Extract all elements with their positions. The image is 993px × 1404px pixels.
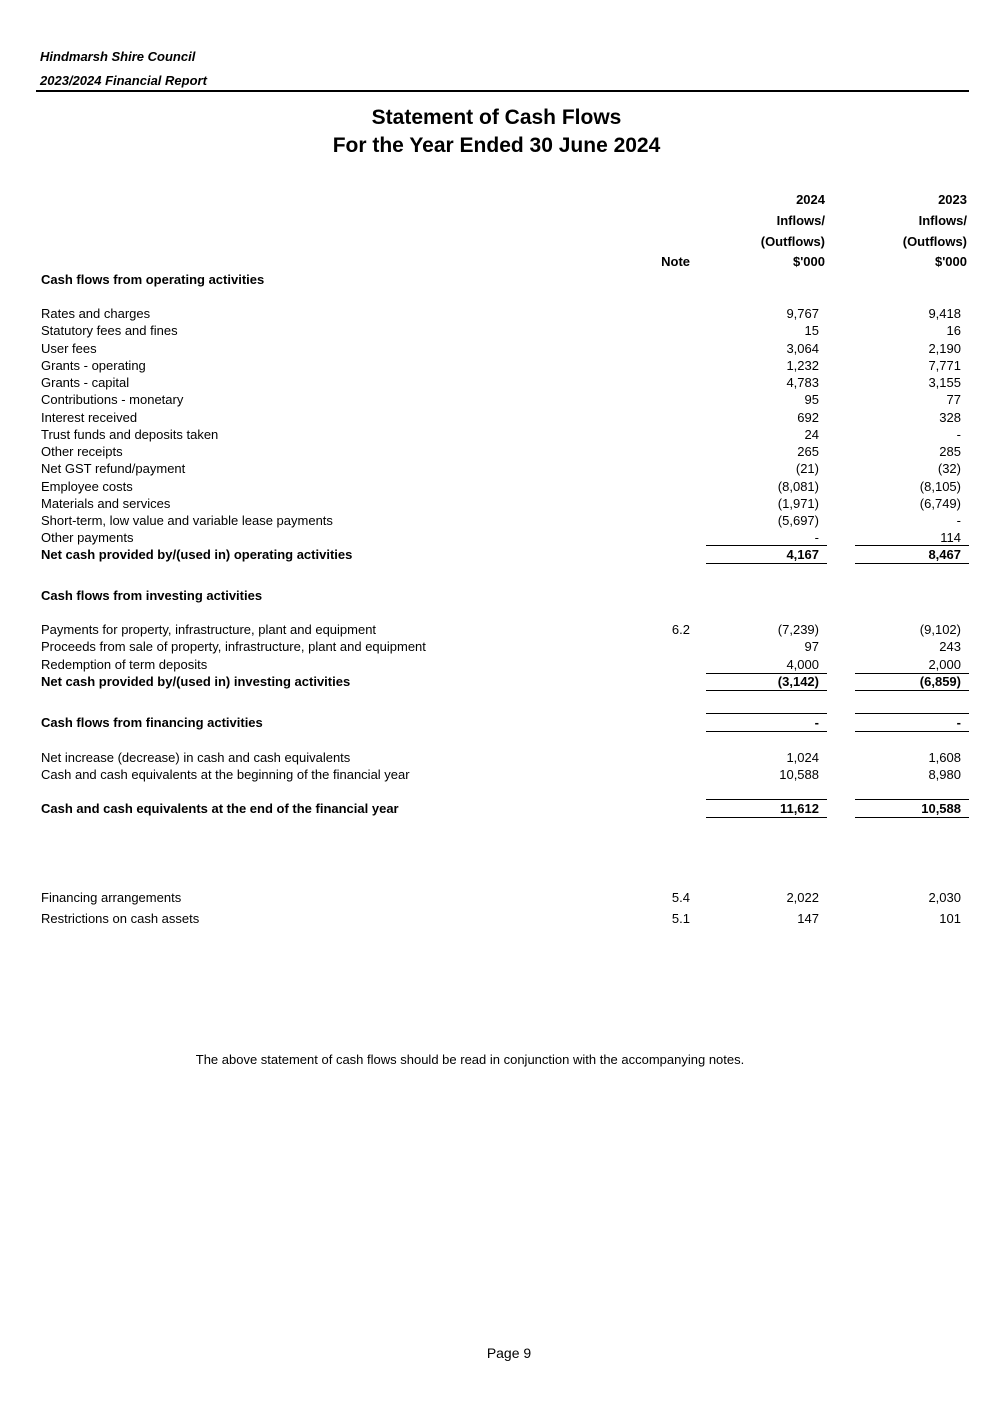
line-item-row (0, 529, 993, 546)
row-label: Grants - operating (41, 357, 146, 373)
value-2024: 95 (804, 392, 819, 408)
value-2023: 16 (946, 323, 961, 339)
line-item-row (0, 656, 993, 673)
column-year-2024: 2024 (796, 192, 825, 207)
row-label: Rates and charges (41, 306, 151, 321)
value-2024: 97 (804, 639, 819, 655)
value-2024: (1,971) (777, 495, 819, 511)
row-label: Employee costs (41, 478, 133, 494)
line-item-row (0, 478, 993, 495)
inv-total-line-bottom-2023 (855, 690, 969, 691)
investing-total-row (0, 673, 993, 690)
line-item-row (0, 340, 993, 357)
column-unit-2023: $'000 (934, 254, 967, 269)
value-2023: 77 (946, 392, 961, 408)
page-subtitle: For the Year Ended 30 June 2024 (332, 134, 661, 157)
value-2023: 2,030 (928, 890, 961, 905)
line-item-row (0, 766, 993, 783)
column-inflows-2023: Inflows/ (918, 213, 967, 228)
value-2023: (8,105) (919, 478, 961, 494)
column-outflows-row (0, 233, 993, 250)
value-2024: 9,767 (786, 306, 819, 321)
value-2023: 114 (940, 530, 961, 546)
cash-end-row (0, 800, 993, 817)
line-item-row (0, 910, 993, 927)
row-label: Grants - capital (41, 375, 130, 390)
column-note: Note (661, 254, 690, 269)
line-item-row (0, 889, 993, 906)
value-2023: 243 (939, 639, 961, 655)
row-label: Financing arrangements (41, 890, 182, 905)
value-2024: (3,142) (777, 674, 819, 689)
row-note: 5.4 (671, 890, 690, 905)
value-2024: 147 (797, 910, 819, 926)
page-title: Statement of Cash Flows (371, 106, 622, 129)
value-2024: 692 (797, 409, 819, 425)
value-2024: 4,000 (786, 656, 819, 672)
line-item-row (0, 409, 993, 426)
value-2023: (32) (937, 461, 961, 477)
value-2024: 2,022 (786, 890, 819, 905)
value-2024: 11,612 (779, 801, 819, 816)
financing-row (0, 714, 993, 731)
value-2023: 101 (939, 910, 961, 926)
value-2023: 7,771 (928, 357, 961, 373)
column-unit-row (0, 253, 993, 270)
row-label: Interest received (41, 409, 138, 425)
row-label: Other receipts (41, 444, 123, 459)
fin-line-bottom-2024 (706, 731, 827, 732)
value-2024: 15 (804, 323, 819, 339)
row-label: Short-term, low value and variable lease payments (41, 513, 333, 528)
row-label: Redemption of term deposits (41, 656, 208, 672)
line-item-row (0, 749, 993, 766)
row-label: User fees (41, 340, 97, 356)
line-item-row (0, 621, 993, 638)
fin-line-bottom-2023 (855, 731, 969, 732)
sum-total-line-bottom-2023 (855, 817, 969, 818)
report-name: 2023/2024 Financial Report (40, 73, 207, 88)
row-note: 5.1 (671, 910, 690, 926)
value-2023: - (956, 715, 961, 730)
section-heading-label: Cash flows from investing activities (41, 588, 263, 603)
column-outflows-2023: (Outflows) (902, 234, 967, 249)
row-label: Other payments (41, 530, 134, 546)
line-item-row (0, 443, 993, 460)
section-heading-label: Cash flows from financing activities (41, 715, 263, 730)
value-2024: 4,783 (786, 375, 819, 390)
value-2023: 8,980 (928, 767, 961, 783)
line-item-row (0, 357, 993, 374)
value-2023: 8,467 (928, 547, 961, 562)
row-label: Restrictions on cash assets (41, 910, 200, 926)
line-item-row (0, 322, 993, 339)
section-heading-label: Cash flows from operating activities (41, 272, 265, 287)
line-item-row (0, 305, 993, 322)
org-name: Hindmarsh Shire Council (40, 49, 196, 64)
row-label: Contributions - monetary (41, 392, 184, 408)
line-item-row (0, 495, 993, 512)
operating-heading (0, 271, 993, 288)
value-2024: (5,697) (777, 513, 819, 528)
value-2024: - (814, 530, 819, 546)
value-2024: 10,588 (779, 767, 819, 783)
column-year-row (0, 191, 993, 208)
value-2024: (7,239) (777, 622, 819, 637)
row-label: Net GST refund/payment (41, 461, 186, 477)
column-outflows-2024: (Outflows) (760, 234, 825, 249)
footer-note: The above statement of cash flows should be read in conjunction with the accompanying notes. (195, 1052, 745, 1067)
line-item-row (0, 638, 993, 655)
value-2023: 328 (939, 409, 961, 425)
value-2024: 4,167 (786, 547, 819, 562)
value-2024: (21) (795, 461, 819, 477)
row-label: Proceeds from sale of property, infrastructure, plant and equipment (41, 639, 426, 655)
row-note: 6.2 (671, 622, 690, 637)
value-2024: (8,081) (777, 478, 819, 494)
value-2023: 10,588 (921, 801, 961, 816)
sum-total-line-bottom-2024 (706, 817, 827, 818)
row-label: Net increase (decrease) in cash and cash equivalents (41, 750, 351, 765)
line-item-row (0, 391, 993, 408)
value-2023: (6,749) (919, 495, 961, 511)
header-rule (36, 90, 969, 92)
row-label: Trust funds and deposits taken (41, 426, 219, 442)
line-item-row (0, 460, 993, 477)
value-2023: 9,418 (928, 306, 961, 321)
row-label: Net cash provided by/(used in) investing activities (41, 674, 351, 689)
line-item-row (0, 426, 993, 443)
operating-total-row (0, 546, 993, 563)
op-total-line-bottom-2023 (855, 563, 969, 564)
column-inflows-2024: Inflows/ (776, 213, 825, 228)
value-2024: 1,232 (786, 357, 819, 373)
value-2024: 3,064 (786, 340, 819, 356)
op-total-line-bottom-2024 (706, 563, 827, 564)
value-2023: - (956, 426, 961, 442)
value-2024: 265 (797, 444, 819, 459)
value-2023: (9,102) (919, 622, 961, 637)
column-inflows-row (0, 212, 993, 229)
column-unit-2024: $'000 (792, 254, 825, 269)
value-2023: 285 (939, 444, 961, 459)
row-label: Cash and cash equivalents at the end of the financial year (41, 801, 399, 816)
row-label: Net cash provided by/(used in) operating activities (41, 547, 353, 562)
inv-total-line-bottom-2024 (706, 690, 827, 691)
value-2024: 24 (804, 426, 819, 442)
investing-heading (0, 587, 993, 604)
value-2023: 3,155 (928, 375, 961, 390)
value-2024: - (814, 715, 819, 730)
row-label: Payments for property, infrastructure, plant and equipment (41, 622, 377, 637)
value-2024: 1,024 (786, 750, 819, 765)
value-2023: 2,000 (928, 656, 961, 672)
value-2023: (6,859) (919, 674, 961, 689)
row-label: Statutory fees and fines (41, 323, 178, 339)
row-label: Materials and services (41, 495, 171, 511)
value-2023: 2,190 (928, 340, 961, 356)
column-year-2023: 2023 (938, 192, 967, 207)
value-2023: - (956, 513, 961, 528)
line-item-row (0, 512, 993, 529)
line-item-row (0, 374, 993, 391)
value-2023: 1,608 (928, 750, 961, 765)
row-label: Cash and cash equivalents at the beginning of the financial year (41, 767, 410, 783)
page-number: Page 9 (486, 1345, 532, 1361)
